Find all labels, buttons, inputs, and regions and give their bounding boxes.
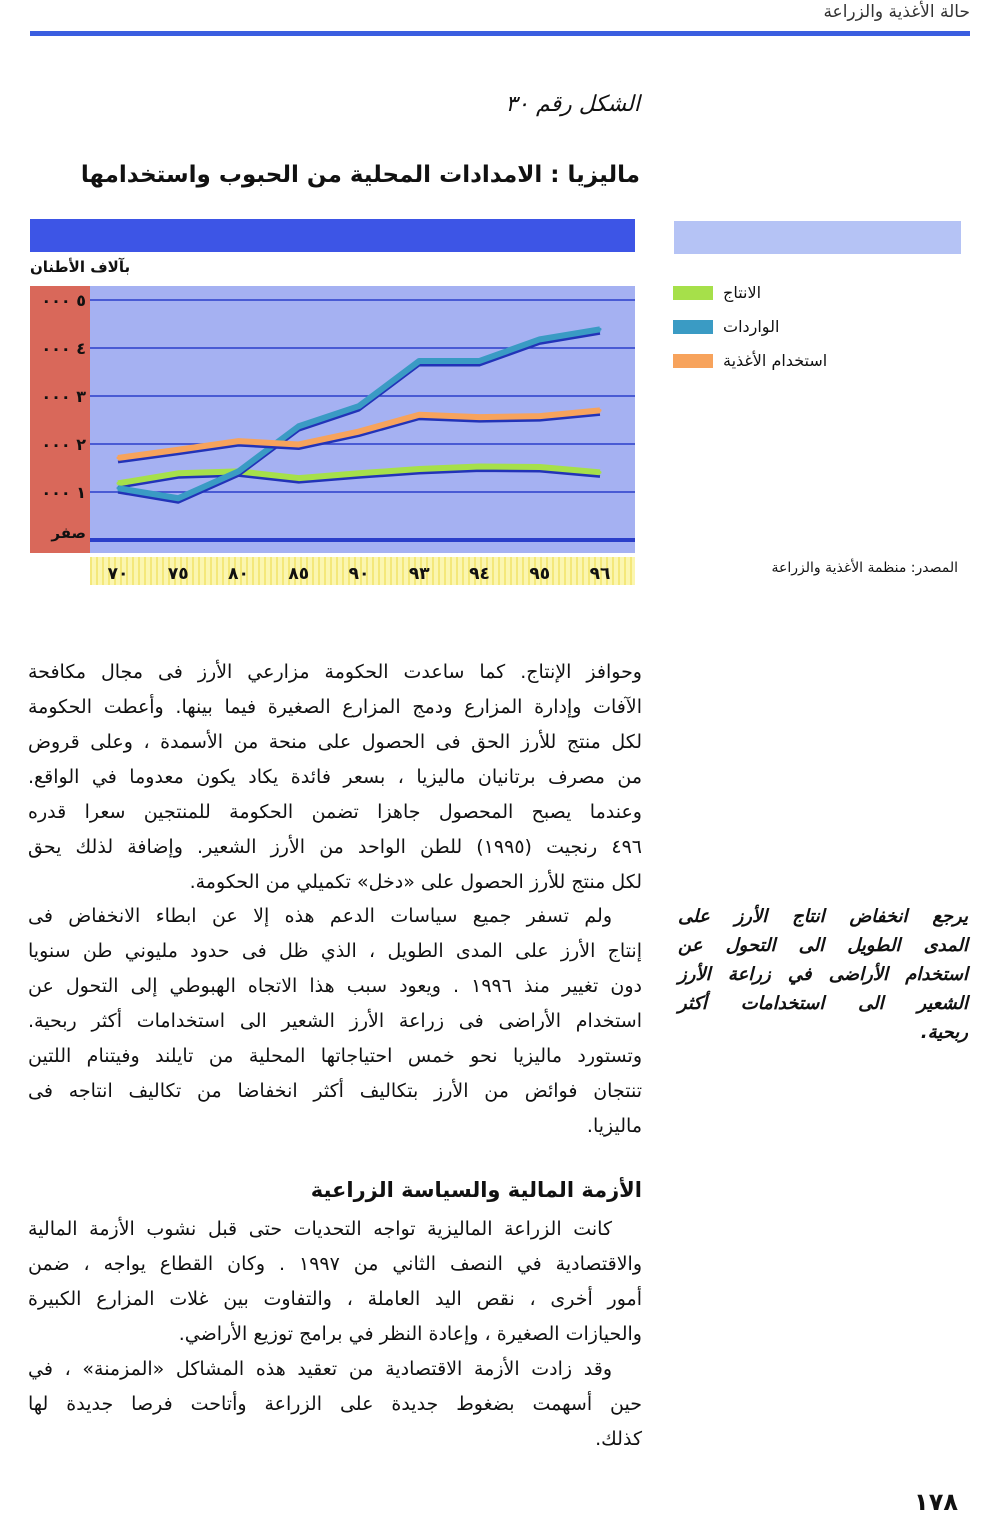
legend-swatch [673, 354, 713, 368]
data-point [538, 415, 541, 418]
legend-swatch [673, 320, 713, 334]
text-line: لكل منتج للأرز الحق فى الحصول على منحة من الأسمدة ، وعلى قروض [28, 731, 642, 753]
text-line: وتستورد ماليزيا نحو خمس احتياجاتها المحلية من تايلند وفيتنام اللتين [28, 1045, 642, 1067]
legend-item [673, 283, 761, 302]
x-tick-label: ٩٤ [469, 564, 490, 584]
legend-item [673, 317, 779, 336]
paragraph-2 [28, 899, 642, 1144]
text-line: المدى الطويل الى التحول عن [678, 935, 968, 956]
data-point [177, 472, 180, 475]
text-line: وعندما يصبح المحصول جاهزا تضمن الحكومة للمنتجين سعرا قدره [28, 801, 642, 823]
y-tick-label: ٢ ٠٠٠ [41, 435, 86, 454]
data-point [117, 482, 120, 485]
data-point [117, 456, 120, 459]
legend-item [673, 351, 827, 370]
y-tick-label: ٤ ٠٠٠ [41, 339, 86, 358]
y-axis-unit-label: بآلاف الأطنان [30, 258, 131, 276]
data-point [297, 443, 300, 446]
y-tick-label: ٣ ٠٠٠ [41, 387, 86, 406]
data-point [117, 487, 120, 490]
text-line: كانت الزراعة الماليزية تواجه التحديات حتى قبل نشوب الأزمة المالية [28, 1218, 612, 1240]
section-heading: الأزمة المالية والسياسة الزراعية [310, 1178, 642, 1202]
data-point [418, 359, 421, 362]
data-point [237, 440, 240, 443]
data-point [478, 416, 481, 419]
x-tick-label: ٨٠ [228, 564, 249, 584]
data-point [177, 448, 180, 451]
line-chart [0, 0, 1000, 600]
paragraph-1 [28, 655, 642, 900]
data-point [237, 470, 240, 473]
paragraph-3 [28, 1212, 642, 1352]
text-line: إنتاج الأرز على المدى الطويل ، الذي ظل فى حدود مليوني طن سنويا [28, 940, 642, 962]
x-tick-label: ٧٥ [167, 564, 189, 584]
text-line: لكل منتج للأرز الحصول على «دخل» تكميلي من الحكومة. [189, 871, 642, 893]
text-line: الآفات وإدارة المزارع ودمج المزارع الصغيرة فيما بينها. وأعطت الحكومة [28, 696, 642, 718]
data-point [599, 328, 602, 331]
text-line: ولم تسفر جميع سياسات الدعم هذه إلا عن ابطاء الانخفاض فى [28, 905, 612, 927]
x-tick-label: ٩٥ [529, 564, 551, 584]
x-tick-label: ٩٠ [348, 564, 370, 584]
data-point [599, 471, 602, 474]
text-line: ماليزيا. [586, 1115, 642, 1137]
text-line: استخدام الأراضى في زراعة الأرز [678, 964, 968, 985]
x-tick-label: ٧٠ [107, 564, 129, 584]
x-tick-label: ٨٥ [288, 564, 310, 584]
data-point [538, 338, 541, 341]
running-title: حالة الأغذية والزراعة [823, 2, 970, 22]
data-point [358, 472, 361, 475]
data-point [599, 409, 602, 412]
text-line: وحوافز الإنتاج. كما ساعدت الحكومة مزارعي الأرز فى مجال مكافحة [28, 661, 642, 683]
legend-label: الواردات [723, 317, 780, 336]
text-line: الشعير الى استخدامات أكثر [678, 993, 968, 1014]
y-axis-band [30, 286, 90, 553]
pull-quote [678, 902, 968, 1047]
legend-swatch [673, 286, 713, 300]
text-line: وقد زادت الأزمة الاقتصادية من تعقيد هذه المشاكل «المزمنة» ، في [28, 1358, 612, 1380]
data-point [538, 466, 541, 469]
text-line: والاقتصادية في النصف الثاني من ١٩٩٧ . وكان القطاع يواجه ، ضمن [28, 1253, 642, 1275]
text-line: استخدام الأراضى فى زراعة الأرز الشعير الى استخدامات أكثر ربحية. [28, 1010, 642, 1032]
paragraph-4 [28, 1352, 642, 1457]
figure-title: ماليزيا : الامدادات المحلية من الحبوب واستخدامها [80, 162, 640, 188]
x-tick-label: ٩٣ [408, 564, 430, 584]
data-point [358, 430, 361, 433]
text-line: من مصرف برتانيان ماليزيا ، بسعر فائدة يكاد يكون معدوما في الواقع. [28, 766, 642, 788]
data-point [418, 467, 421, 470]
text-line: ٤٩٦ رنجيت (١٩٩٥) للطن الواحد من الأرز الشعير. وإضافة لذلك يحق [28, 836, 642, 858]
legend-label: استخدام الأغذية [723, 351, 828, 370]
text-line: كذلك. [595, 1428, 642, 1450]
text-line: والحيازات الصغيرة ، وإعادة النظر في برامج توزيع الأراضي. [178, 1323, 642, 1345]
data-point [478, 465, 481, 468]
y-tick-label: ٥ ٠٠٠ [41, 291, 86, 310]
text-line: يرجع انخفاض انتاج الأرز على [678, 906, 968, 927]
data-point [177, 497, 180, 500]
text-line: أمور أخرى ، نقص اليد العاملة ، والتفاوت بين غلات المزارع الكبيرة [28, 1288, 642, 1310]
data-point [358, 405, 361, 408]
text-line: حين أسهمت بضغوط جديدة على الزراعة وأتاحت فرصا جديدة لها [28, 1393, 642, 1415]
data-point [478, 359, 481, 362]
legend-label: الانتاج [723, 283, 762, 302]
text-line: دون تغيير منذ ١٩٩٦ . ويعود سبب هذا الاتجاه الهبوطي إلى التحول عن [28, 975, 642, 997]
figure-source: المصدر: منظمة الأغذية والزراعة [771, 560, 958, 576]
text-line: ربحية. [920, 1022, 968, 1043]
y-tick-label: صفر [51, 524, 86, 542]
text-line: تنتجان فوائض من الأرز بتكاليف أكثر انخفاضا من تكاليف انتاجه فى [28, 1080, 642, 1102]
page-number: ١٧٨ [914, 1488, 958, 1516]
figure-number: الشكل رقم ٣٠ [505, 92, 640, 117]
y-tick-label: ١ ٠٠٠ [41, 483, 86, 502]
data-point [418, 413, 421, 416]
data-point [297, 477, 300, 480]
x-tick-label: ٩٦ [589, 564, 611, 584]
data-point [297, 425, 300, 428]
